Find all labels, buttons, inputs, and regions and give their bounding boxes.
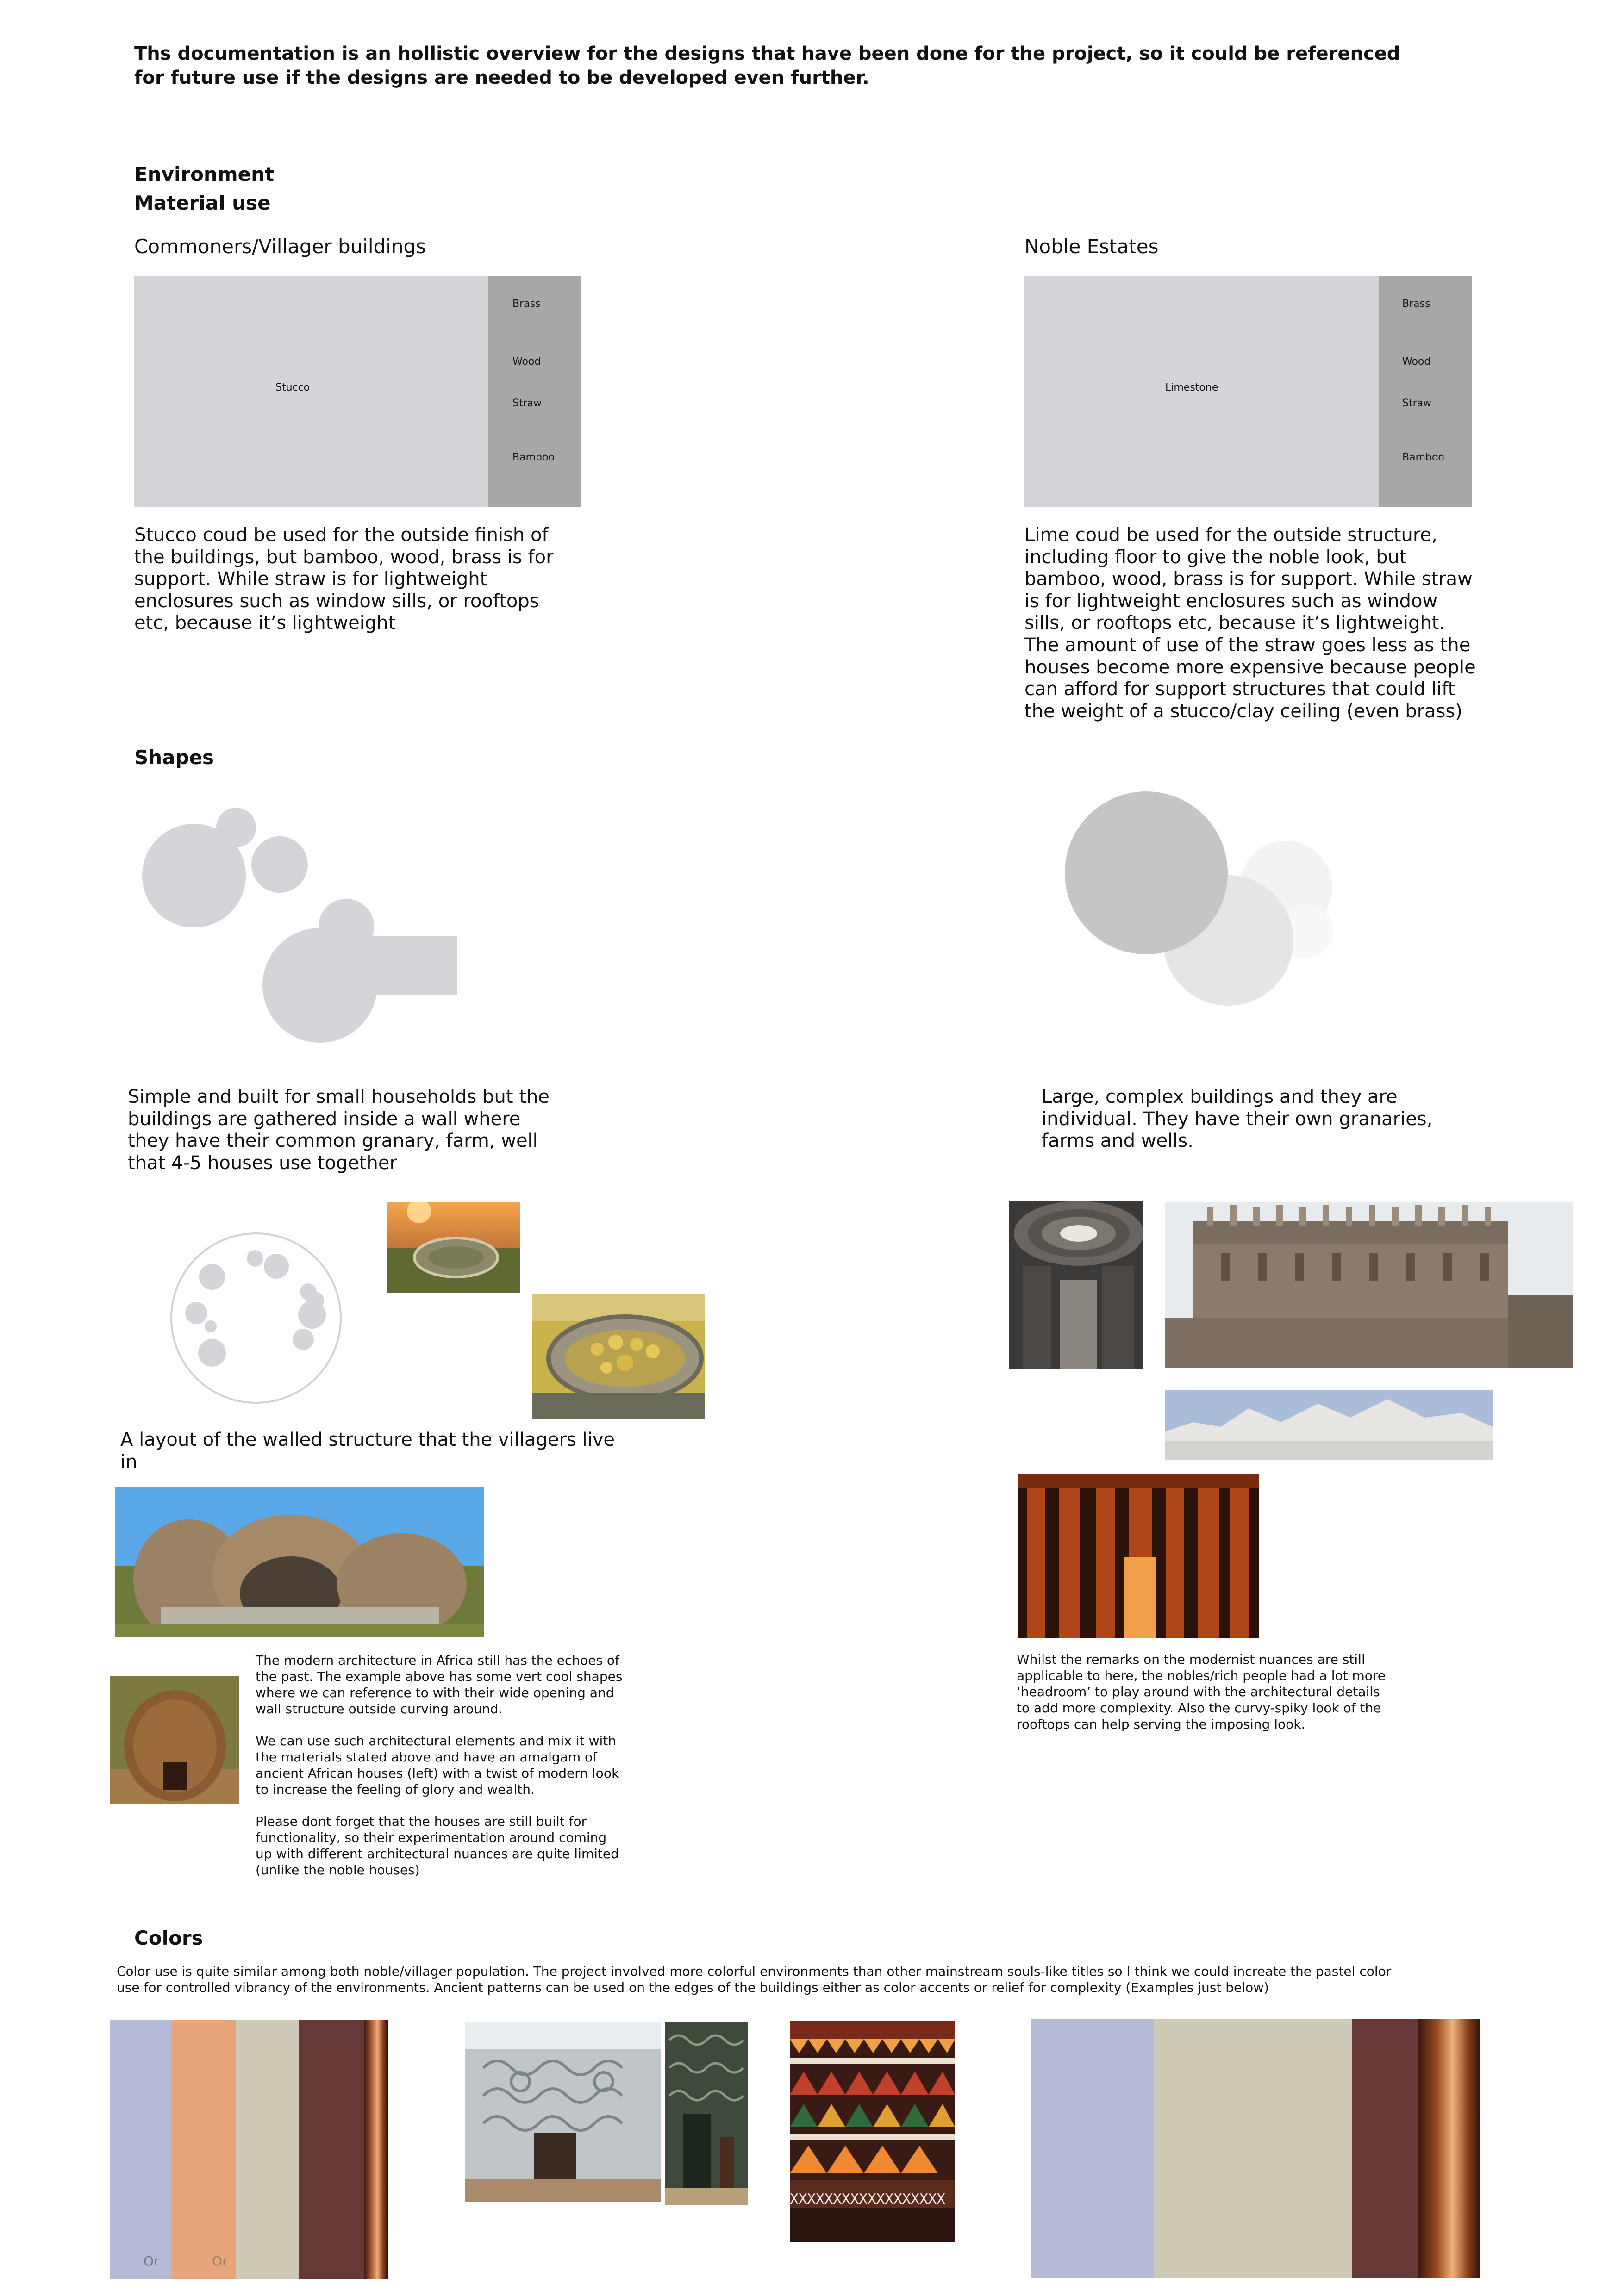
environment-heading: Environment (134, 163, 275, 186)
copper-swatch (364, 2020, 388, 2279)
stucco-label: Stucco (275, 382, 310, 393)
house-circle (293, 1329, 314, 1350)
walled-village-aerial-image (532, 1294, 705, 1419)
noble-mud-palace-image (1165, 1202, 1573, 1368)
left-color-palette (110, 2020, 388, 2279)
noble-shapes-text: Large, complex buildings and they are individual. They have their own granaries, farms and wells. (1042, 1086, 1433, 1152)
shapes-heading: Shapes (134, 746, 214, 769)
material-use-heading: Material use (134, 192, 271, 214)
bamboo-label: Bamboo (512, 452, 555, 463)
ancient-pattern-swatch (790, 2021, 955, 2242)
stucco-panel (134, 276, 488, 507)
noble-shape-diagram (1065, 791, 1352, 1009)
noble-interior-dome-image (1009, 1201, 1143, 1369)
layout-caption: A layout of the walled structure that the villagers live in (120, 1429, 615, 1473)
colors-heading: Colors (134, 1927, 203, 1949)
swatch-label: Or (144, 2253, 159, 2269)
commoner-support-materials (488, 276, 581, 507)
carved-doorway-photo (665, 2022, 748, 2205)
walled-village-aerial-photo (532, 1294, 705, 1419)
nobles-material-description: Lime coud be used for the outside structure, including floor to give the noble look, but bamboo, wood, brass is for support. While straw is for lightweight enclosures such as window sills, or rooftops etc, because it’s lightweight. The amount of use of the straw goes less as the houses become more expensive because people can afford for support structures that could lift the weight of a stucco/clay ceiling (even brass) (1024, 524, 1476, 722)
blue-swatch (110, 2020, 172, 2279)
modern-text-paragraph-2: We can use such architectural elements and mix it with the materials stated above and have an amalgam of ancient African houses (left) with a twist of modern look to increase the feeling of glory and wealth. (256, 1733, 619, 1797)
house-circle (199, 1264, 225, 1290)
noble-white-rooftop-image (1165, 1390, 1493, 1460)
shape-circle (1065, 791, 1228, 954)
commoner-shape-diagram (139, 808, 463, 1048)
beige-swatch (1154, 2019, 1352, 2278)
modern-text-paragraph-1: The modern architecture in Africa still has the echoes of the past. The example above has some vert cool shapes where we can reference to with their wide opening and wall structure outside curving around. (256, 1653, 623, 1717)
wood-label: Wood (1402, 356, 1431, 367)
walled-village-image (387, 1202, 520, 1293)
maroon-swatch (1352, 2019, 1418, 2278)
ancient-african-house-photo (110, 1676, 239, 1804)
shape-circle (262, 928, 377, 1043)
noble-interior-dome-photo (1009, 1201, 1143, 1369)
colors-description: Color use is quite similar among both noble/villager population. The project involved more colorful environments than other mainstream souls-like titles so I think we could increate the pastel color use for controlled vibrancy of the environments. Ancient patterns can be used on the edges of the buildings either as color accents or relief for complexity (Examples just below) (117, 1964, 1392, 1995)
noble-mud-palace-photo (1165, 1202, 1573, 1368)
modern-vaulted-architecture-image (115, 1487, 484, 1637)
orange-swatch (172, 2020, 236, 2279)
copper-swatch (1418, 2019, 1480, 2278)
house-circle (198, 1339, 226, 1367)
modern-architecture-text (256, 1652, 626, 1878)
shape-circle (251, 836, 308, 893)
commoners-material-description: Stucco coud be used for the outside finish of the buildings, but bamboo, wood, brass is for support. While straw is for lightweight enclosures such as window sills, or rooftops etc, because it’s lightweight (134, 524, 554, 634)
walled-village-photo (387, 1202, 520, 1293)
house-circle (298, 1301, 326, 1329)
noble-carved-hall-image (1018, 1474, 1259, 1638)
house-circle (247, 1250, 263, 1267)
modern-vaulted-architecture-photo (115, 1487, 484, 1637)
pattern-x-border: XXXXXXXXXXXXXXXXXX (790, 2191, 945, 2208)
house-circle (264, 1254, 289, 1279)
ancient-african-house-image (110, 1676, 239, 1804)
ancient-pattern-image (790, 2021, 955, 2242)
village-layout-diagram (170, 1232, 342, 1404)
right-color-palette (1031, 2019, 1480, 2278)
straw-label: Straw (1402, 398, 1432, 409)
noble-support-materials (1379, 276, 1472, 507)
brass-label: Brass (512, 298, 541, 310)
limestone-label: Limestone (1165, 382, 1218, 393)
noble-white-rooftop-photo (1165, 1390, 1493, 1460)
straw-label: Straw (512, 398, 542, 409)
nobles-heading: Noble Estates (1024, 235, 1159, 258)
brass-label: Brass (1402, 298, 1430, 310)
carved-facade-photo (465, 2022, 661, 2202)
commoners-heading: Commoners/Villager buildings (134, 235, 426, 258)
commoner-shapes-text: Simple and built for small households but the buildings are gathered inside a wall where they have their common granary, farm, well that 4-5 houses use together (128, 1086, 550, 1174)
noble-carved-hall-photo (1018, 1474, 1259, 1638)
carved-doorway-image (665, 2022, 748, 2205)
carved-facade-image (465, 2022, 661, 2202)
house-circle (185, 1302, 207, 1324)
intro-text: Ths documentation is an hollistic overview for the designs that have been done for the project, so it could be referenced for future use if the designs are needed to be developed even further. (134, 43, 1400, 88)
wood-label: Wood (512, 356, 541, 367)
shape-circle (142, 824, 246, 927)
limestone-panel (1024, 276, 1379, 507)
modern-text-paragraph-3: Please dont forget that the houses are still built for functionality, so their experimentation around coming up with different architectural nuances are quite limited (unlike the noble houses) (256, 1814, 619, 1878)
swatch-label: Or (212, 2253, 228, 2269)
noble-remarks-text: Whilst the remarks on the modernist nuances are still applicable to here, the nobles/rich people had a lot more ‘headroom’ to play around with the architectural details to add more complexity. Also the curvy-spiky look of the rooftops can help serving the imposing look. (1017, 1652, 1386, 1732)
house-circle (205, 1320, 217, 1332)
beige-swatch (236, 2020, 299, 2279)
blue-swatch (1031, 2019, 1154, 2278)
bamboo-label: Bamboo (1402, 452, 1444, 463)
maroon-swatch (299, 2020, 364, 2279)
